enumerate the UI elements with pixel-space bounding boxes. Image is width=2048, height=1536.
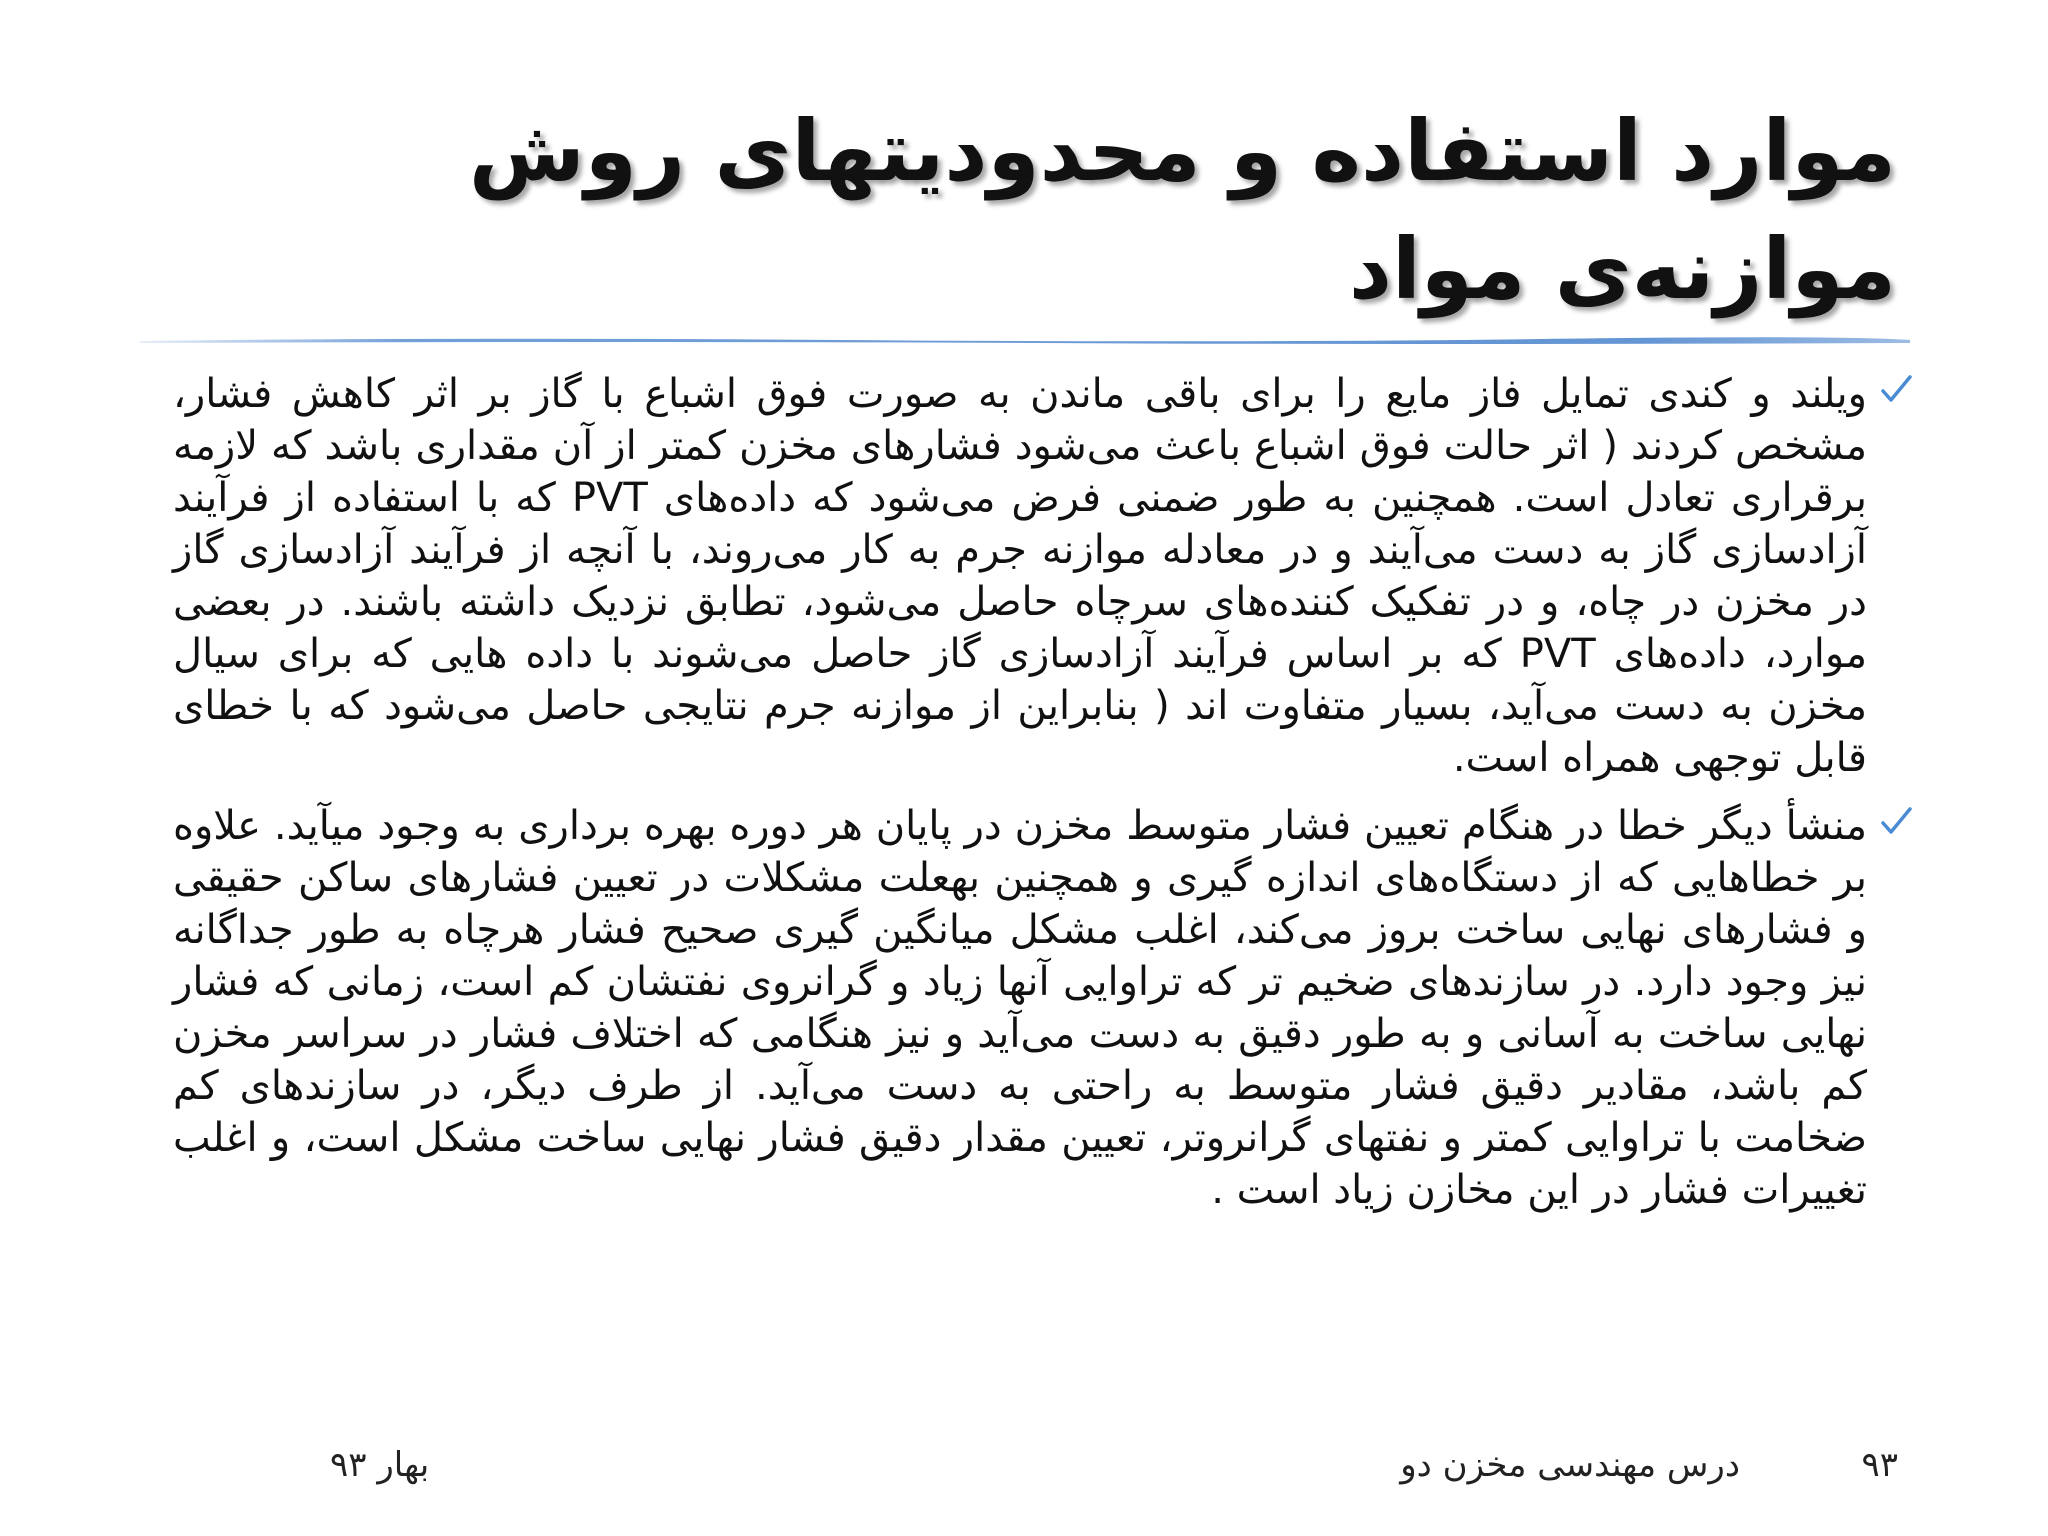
slide-body <box>173 368 1913 1232</box>
slide-title-line-1: موارد استفاده و محدودیتهای روش <box>468 102 1896 200</box>
checkmark-icon <box>1879 804 1913 838</box>
bullet-text-2: منشأ دیگر خطا در هنگام تعیین فشار متوسط مخزن در پایان هر دوره بهره برداری به وجود میآید. علاوه بر خطاهایی که از دستگاه‌های اندازه گیری و همچنین بهعلت مشکلات در تعیین فشارهای ساکن حقیقی و فشارهای نهایی ساخت بروز می‌کند، اغلب مشکل میانگین گیری صحیح فشار هرچاه به طور جداگانه نیز وجود دارد. در سازندهای ضخیم تر که تراوایی آنها زیاد و گرانروی نفتشان کم است، زمانی که فشار نهایی ساخت به آسانی و به طور دقیق به دست می‌آید و نیز هنگامی که اختلاف فشار در سراسر مخزن کم باشد، مقادیر دقیق فشار متوسط به راحتی به دست می‌آید. از طرف دیگر، در سازندهای کم ضخامت با تراوایی کمتر و نفتهای گرانروتر، تعیین مقدار دقیق فشار نهایی ساخت مشکل است، و اغلب تغییرات فشار در این مخازن زیاد است . <box>173 803 1867 1213</box>
footer-term: بهار ۹۳ <box>330 1445 430 1485</box>
footer-page-number: ۹۳ <box>1861 1445 1898 1485</box>
footer-course-name: درس مهندسی مخزن دو <box>1400 1445 1740 1485</box>
slide-title <box>396 92 1896 328</box>
bullet-item-1 <box>173 368 1913 784</box>
title-divider <box>140 334 1910 346</box>
checkmark-icon <box>1879 372 1913 406</box>
slide-title-line-2: موازنه‌ی مواد <box>1348 220 1896 318</box>
bullet-item-2 <box>173 800 1913 1216</box>
bullet-text-1: ویلند و کندی تمایل فاز مایع را برای باقی ماندن به صورت فوق اشباع با گاز بر اثر کاهش فشار، مشخص کردند ( اثر حالت فوق اشباع باعث می‌شود فشارهای مخزن کمتر از آن مقداری باشد که لازمه برقراری تعادل است. همچنین به طور ضمنی فرض می‌شود که داده‌های PVT که با استفاده از فرآیند آزادسازی گاز به دست می‌آیند و در معادله موازنه جرم به کار می‌روند، با آنچه از فرآیند آزادسازی گاز در مخزن در چاه، و در تفکیک کننده‌های سرچاه حاصل می‌شود، تطابق نزدیک داشته باشند. در بعضی موارد، داده‌های PVT که بر اساس فرآیند آزادسازی گاز حاصل می‌شوند با داده هایی که برای سیال مخزن به دست می‌آید، بسیار متفاوت اند ( بنابراین از موازنه جرم نتایجی حاصل می‌شود که با خطای قابل توجهی همراه است. <box>173 371 1867 781</box>
